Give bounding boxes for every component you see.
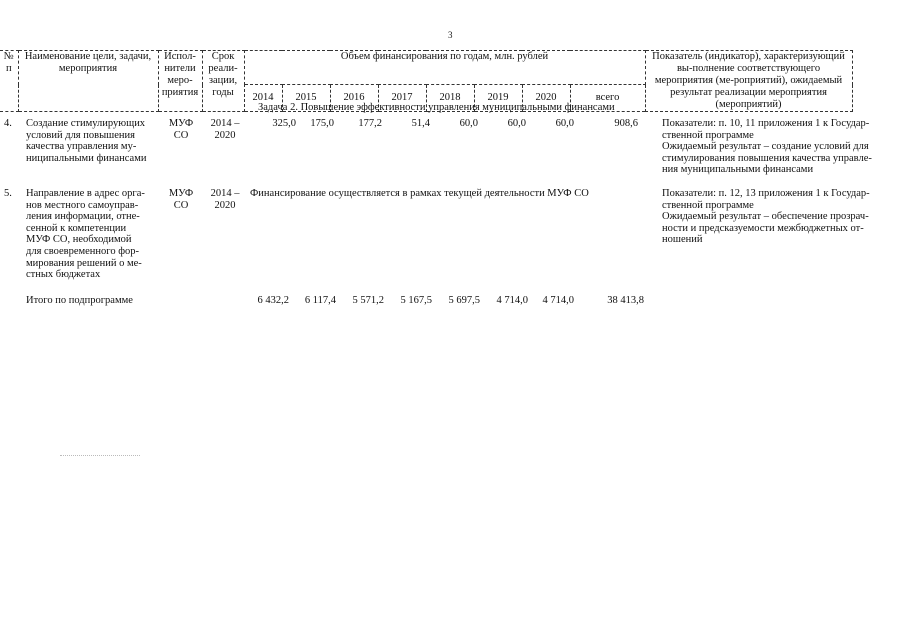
total-sum: 38 413,8 xyxy=(607,295,644,306)
total-2018: 5 697,5 xyxy=(448,295,480,306)
row-indicator: Показатели: п. 10, 11 приложения 1 к Государ- ственной программе Ожидаемый результат – создание условий для стимулирования повышения качества управле- ния муниципальными финансами xyxy=(662,118,872,176)
value-2014: 325,0 xyxy=(272,118,296,129)
value-2016: 177,2 xyxy=(358,118,382,129)
header-year-2020: 2020 xyxy=(522,85,570,112)
total-2020: 4 714,0 xyxy=(542,295,574,306)
value-2017: 51,4 xyxy=(411,118,430,129)
header-indicator: Показатель (индикатор), характеризующий вы-полнение соответствующего мероприятия (ме-роприятий), ожидаемый результат реализации мероприятия (мероприятий) xyxy=(645,51,852,112)
page-number: 3 xyxy=(448,30,453,40)
value-2019: 60,0 xyxy=(507,118,526,129)
header-num: № п xyxy=(0,51,18,112)
header-total: всего xyxy=(570,85,645,112)
total-2014: 6 432,2 xyxy=(257,295,289,306)
header-funding: Объем финансирования по годам, млн. рублей xyxy=(244,51,645,85)
header-year-2015: 2015 xyxy=(282,85,330,112)
total-label: Итого по подпрограмме xyxy=(26,295,133,306)
row-name: Создание стимулирующих условий для повышения качества управления му- ниципальными финансами xyxy=(26,118,147,164)
value-2015: 175,0 xyxy=(310,118,334,129)
row-executor: МУФ СО xyxy=(168,118,194,141)
total-2017: 5 167,5 xyxy=(400,295,432,306)
row-number: 4. xyxy=(4,118,12,129)
header-year-2019: 2019 xyxy=(474,85,522,112)
task-title: Задача 2. Повышение эффективности управления муниципальными финансами xyxy=(258,102,615,113)
header-year-2018: 2018 xyxy=(426,85,474,112)
value-total: 908,6 xyxy=(614,118,638,129)
row-term: 2014 – 2020 xyxy=(210,118,240,141)
row-term: 2014 – 2020 xyxy=(210,188,240,211)
row-indicator: Показатели: п. 12, 13 приложения 1 к Государ- ственной программе Ожидаемый результат – обеспечение прозрач- ности и предсказуемости межбюджетных от- ношений xyxy=(662,188,870,246)
row-name: Направление в адрес орга- нов местного самоуправ- ления информации, отне- сенной к компетенции МУФ СО, необходимой для своевременного фор- мирования решений о ме- стных бюджетах xyxy=(26,188,145,281)
row-funding-note: Финансирование осуществляется в рамках текущей деятельности МУФ СО xyxy=(250,188,589,199)
total-2015: 6 117,4 xyxy=(304,295,336,306)
scan-mark xyxy=(60,455,140,456)
header-executors: Испол-нители меро-приятия xyxy=(158,51,202,112)
row-number: 5. xyxy=(4,188,12,199)
header-year-2014: 2014 xyxy=(244,85,282,112)
total-2019: 4 714,0 xyxy=(496,295,528,306)
row-executor: МУФ СО xyxy=(168,188,194,211)
header-term: Срок реали-зации, годы xyxy=(202,51,244,112)
total-2016: 5 571,2 xyxy=(352,295,384,306)
header-name: Наименование цели, задачи, мероприятия xyxy=(18,51,158,112)
value-2020: 60,0 xyxy=(555,118,574,129)
header-year-2016: 2016 xyxy=(330,85,378,112)
value-2018: 60,0 xyxy=(459,118,478,129)
header-year-2017: 2017 xyxy=(378,85,426,112)
